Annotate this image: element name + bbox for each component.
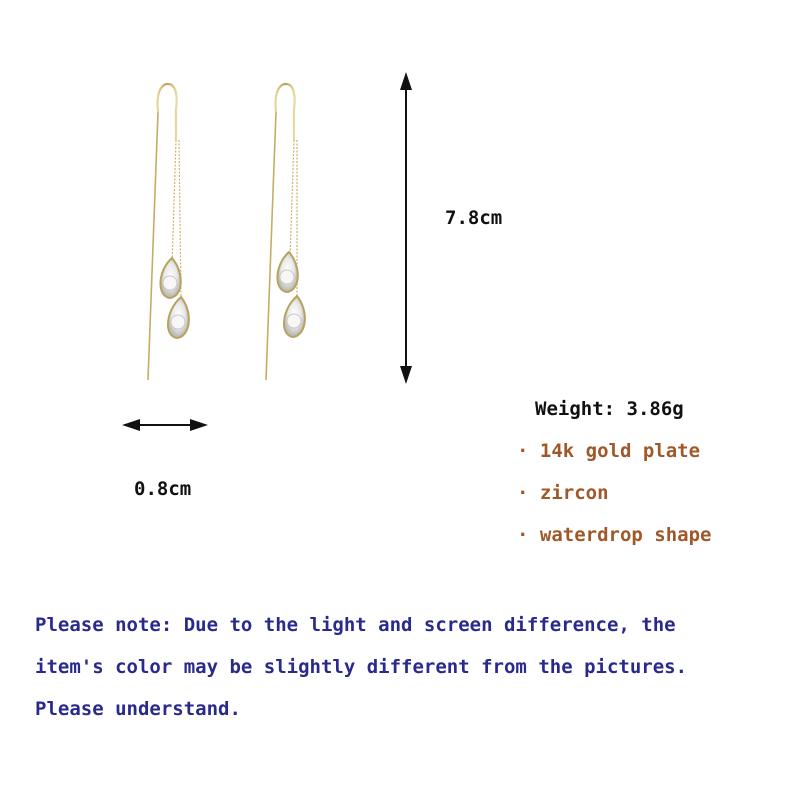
width-arrow (122, 419, 208, 431)
note-line-1: Please note: Due to the light and screen difference, the (35, 614, 676, 636)
feature-zircon: · zircon (517, 482, 609, 504)
right-earring (266, 84, 305, 380)
disclaimer-note (35, 604, 775, 730)
left-earring (148, 84, 189, 380)
weight-text: Weight: 3.86g (535, 398, 684, 420)
height-label: 7.8cm (445, 207, 503, 229)
feature-gold-plate: · 14k gold plate (517, 440, 701, 462)
height-arrow (400, 72, 412, 384)
note-line-2: item's color may be slightly different from the pictures. (35, 656, 688, 678)
width-label: 0.8cm (134, 478, 192, 500)
note-line-3: Please understand. (35, 698, 241, 720)
feature-shape: · waterdrop shape (517, 524, 712, 546)
